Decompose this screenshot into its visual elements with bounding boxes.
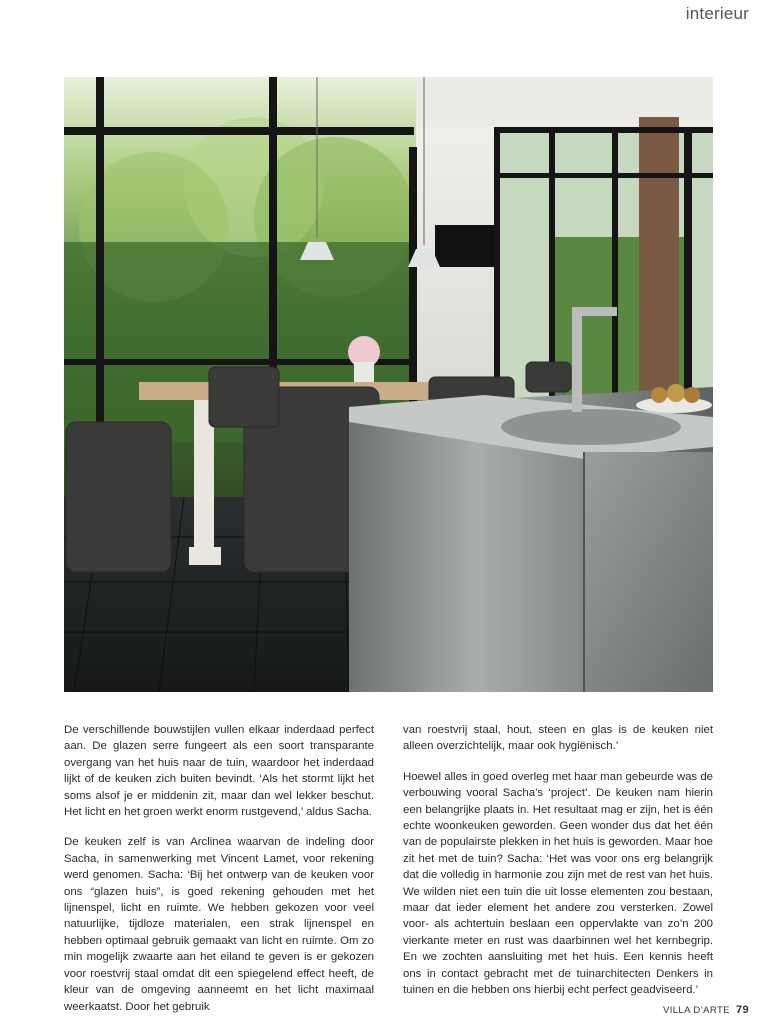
article-paragraph: De verschillende bouwstijlen vullen elkaar inderdaad perfect aan. De glazen serre fungeert als een soort transparante overgang van het huis naar de tuin, waardoor het inderdaad lijkt of de keuken zich buiten bevindt. ‘Als het stormt lijkt het soms alsof je er middenin zit, maar dan wel lekker beschut. Het licht en het groen werkt enorm rustgevend,’ aldus Sacha. bbox=[64, 724, 374, 819]
kitchen-photo bbox=[64, 77, 713, 692]
article-paragraph: De keuken zelf is van Arclinea waarvan de indeling door Sacha, in samenwerking met Vincent Lamet, voor rekening werd genomen. Sacha: ‘Bij het ontwerp van de keuken voor ons “glazen huis”, is goed rekening gehouden met het lijnenspel, licht en ruimte. We hebben gekozen voor veel natuurlijke, tijdloze materialen, een strak lijnenspel en hebben optimaal gebruik gemaakt van licht en ruimte. Om zo min mogelijk zwaarte aan het eiland te geven is er gekozen voor roestvrij staal omdat dit een spiegelend effect heeft, de kleur van de omgeving aanneemt en het licht maximaal weerkaatst. Door het gebruik bbox=[64, 836, 374, 1013]
article-paragraph: Hoewel alles in goed overleg met haar man gebeurde was de verbouwing vooral Sacha’s ‘project’. De keuken nam hierin een belangrijke plaats in. Het resultaat mag er zijn, het is één echte woonkeuken geworden. Geen wonder dus dat het één van de populairste plekken in het huis is geworden. Maar hoe zit het met de tuin? Sacha: ‘Het was voor ons erg belangrijk dat die volledig in harmonie zou zijn met de rest van het huis. We wilden niet een tuin die uit losse elementen zou bestaan, maar dat ieder element het andere zou versterken. Zowel voor- als achtertuin beslaan een oppervlakte van zo’n 200 vierkante meter en rust was daarbinnen wel het kernbegrip. En we zochten aansluiting met het huis. Een kennis heeft ons in contact gebracht met de tuinarchitecten Denkers in tuinen en die hebben ons hierbij echt perfect geadviseerd.’ bbox=[403, 770, 713, 997]
article-column-right bbox=[403, 722, 713, 1013]
section-label: interieur bbox=[685, 4, 749, 23]
article-paragraph: van roestvrij staal, hout, steen en glas is de keuken niet alleen overzichtelijk, maar ook hygiënisch.’ bbox=[403, 724, 713, 753]
magazine-name: VILLA D’ARTE bbox=[662, 1005, 730, 1016]
article-column-left bbox=[64, 722, 374, 1029]
page-number: 79 bbox=[735, 1004, 749, 1016]
page-footer bbox=[663, 1004, 749, 1016]
